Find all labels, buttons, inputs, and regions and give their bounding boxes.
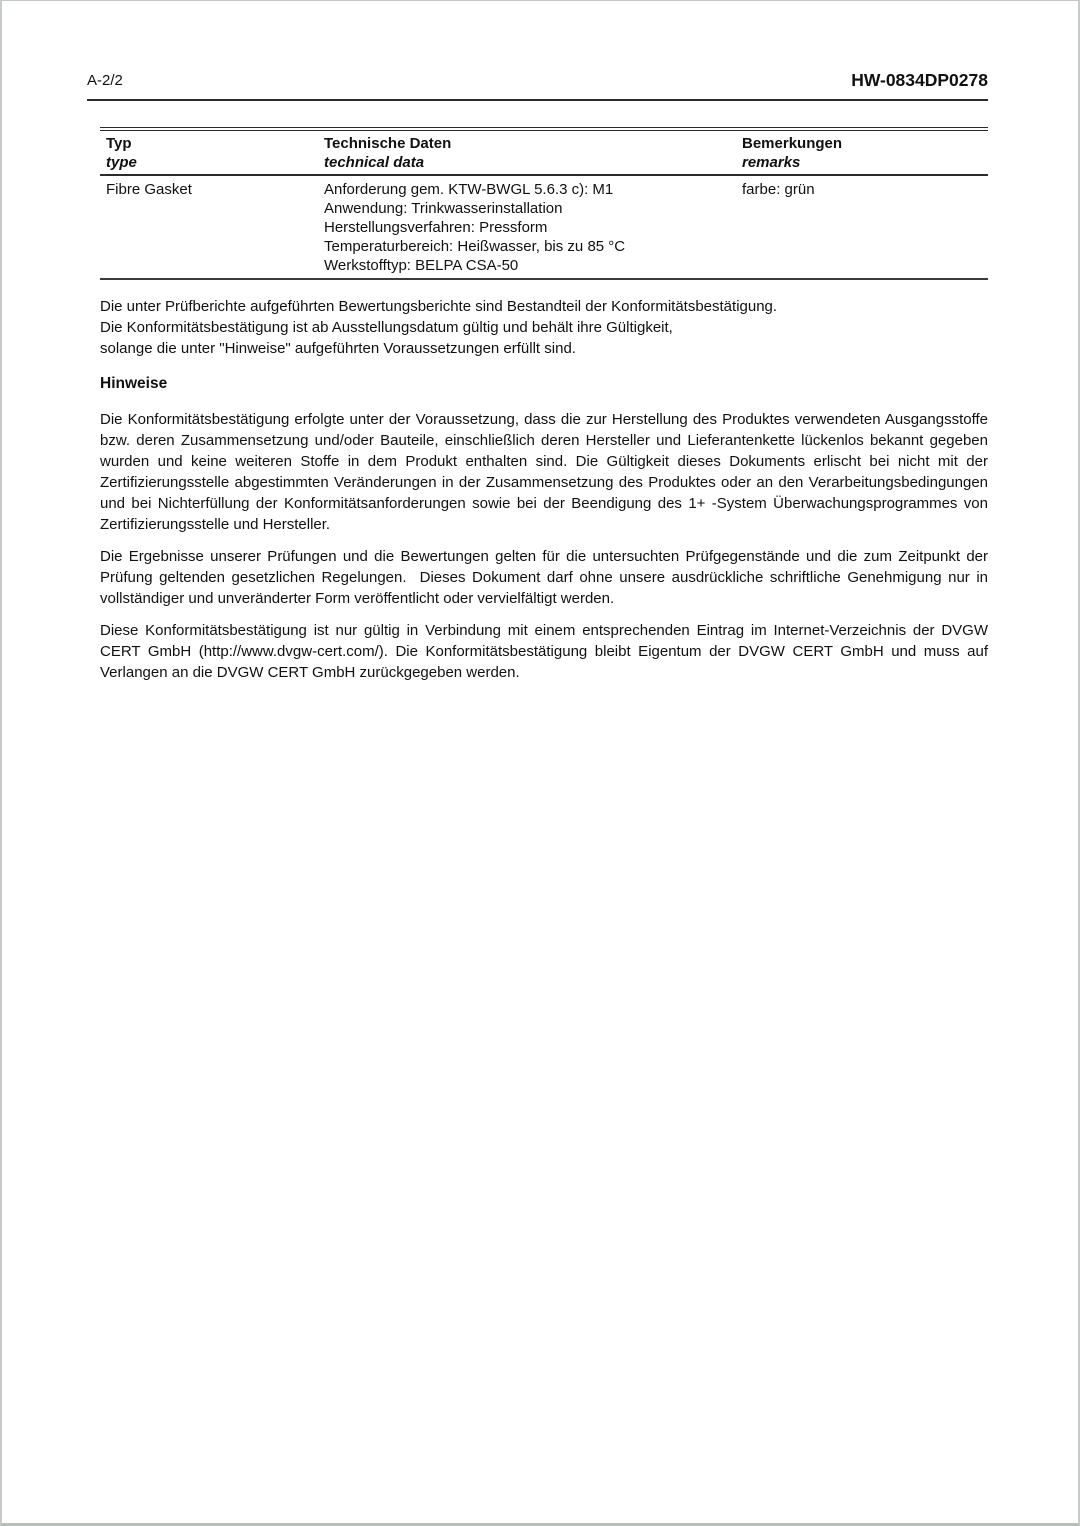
column-subtitle: technical data [324, 154, 425, 171]
hinweise-paragraph-2: Die Ergebnisse unserer Prüfungen und die Bewertungen gelten für die untersuchten Prüfgegenstände und die zum Zeitpunkt der Prüfung geltenden gesetzlichen Regelungen. Dieses Dokument darf ohne unsere ausdrückliche schriftliche Genehmigung nur in vollständiger und unveränderter Form veröffentlicht oder vervielfältigt werden. [100, 548, 988, 607]
validity-line: Die unter Prüfberichte aufgeführten Bewertungsberichte sind Bestandteil der Konformitätsbestätigung. [100, 298, 778, 315]
column-header-bemerkungen [742, 129, 988, 175]
validity-line: solange die unter "Hinweise" aufgeführten Voraussetzungen erfüllt sind. [100, 340, 576, 357]
technical-data-line: Herstellungsverfahren: Pressform [324, 219, 548, 236]
hinweise-paragraph-3: Diese Konformitätsbestätigung ist nur gültig in Verbindung mit einem entsprechenden Eintrag im Internet-Verzeichnis der DVGW CERT GmbH (http://www.dvgw-cert.com/). Die Konformitätsbestätigung bleibt Eigentum der DVGW CERT GmbH und muss auf Verlangen an die DVGW CERT GmbH zurückgegeben werden. [100, 622, 988, 681]
cell-remarks: farbe: grün [742, 181, 815, 198]
hinweise-paragraph-1: Die Konformitätsbestätigung erfolgte unter der Voraussetzung, dass die zur Herstellung des Produktes verwendeten Ausgangsstoffe bzw. deren Zusammensetzung und/oder Bauteile, einschließlich deren Hersteller und Lieferantenkette lückenlos bekannt gegeben wurden und keine weiteren Stoffe in dem Produkt enthalten sind. Die Gültigkeit dieses Dokuments erlischt bei nicht mit der Zertifizierungsstelle abgestimmten Veränderungen in der Zusammensetzung des Produktes oder an den Verarbeitungsbedingungen und bei Nichterfüllung der Konformitätsanforderungen sowie bei der Beendigung des 1+ -System Überwachungsprogrammes von Zertifizierungsstelle und Hersteller. [100, 411, 988, 533]
technical-data-line: Anwendung: Trinkwasserinstallation [324, 200, 563, 217]
column-header-typ [100, 129, 324, 175]
column-title: Bemerkungen [742, 135, 843, 152]
document-header [87, 70, 988, 101]
column-title: Typ [106, 135, 132, 152]
validity-statement [100, 296, 988, 359]
technical-data-line: Temperaturbereich: Heißwasser, bis zu 85 °C [324, 238, 626, 255]
column-title: Technische Daten [324, 135, 452, 152]
hinweise-heading: Hinweise [100, 375, 168, 392]
validity-line: Die Konformitätsbestätigung ist ab Ausstellungsdatum gültig und behält ihre Gültigkeit, [100, 319, 673, 336]
document-number: HW-0834DP0278 [851, 70, 988, 90]
cell-typ: Fibre Gasket [106, 181, 192, 198]
technical-data-table [100, 127, 988, 280]
table-row [100, 175, 988, 279]
column-subtitle: remarks [742, 154, 801, 171]
document-content [0, 0, 1080, 683]
page-number: A-2/2 [87, 72, 123, 89]
table-header-row [100, 129, 988, 175]
cell-technical-data [324, 175, 742, 279]
column-subtitle: type [106, 154, 137, 171]
column-header-technische-daten [324, 129, 742, 175]
technical-data-line: Werkstofftyp: BELPA CSA-50 [324, 257, 519, 274]
technical-data-line: Anforderung gem. KTW-BWGL 5.6.3 c): M1 [324, 181, 614, 198]
